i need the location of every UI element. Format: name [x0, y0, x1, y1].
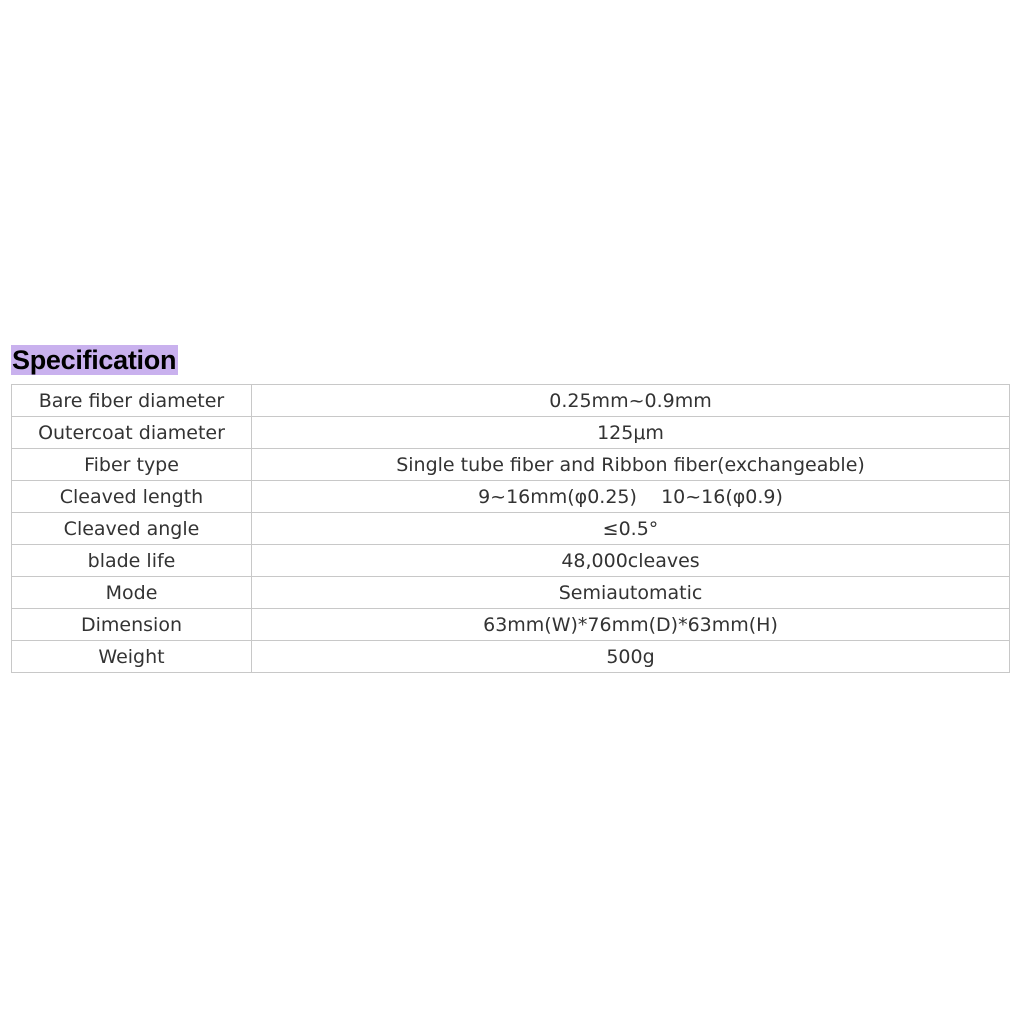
spec-label: Mode	[12, 577, 252, 609]
spec-value: 48,000cleaves	[252, 545, 1010, 577]
section-title: Specification	[12, 345, 177, 375]
spec-value: ≤0.5°	[252, 513, 1010, 545]
spec-label: Dimension	[12, 609, 252, 641]
table-row	[12, 481, 1010, 513]
table-row	[12, 609, 1010, 641]
spec-table	[11, 384, 1010, 673]
spec-label: Weight	[12, 641, 252, 673]
table-row	[12, 513, 1010, 545]
spec-label: Fiber type	[12, 449, 252, 481]
spec-value: 125μm	[252, 417, 1010, 449]
spec-label: Cleaved angle	[12, 513, 252, 545]
table-row	[12, 417, 1010, 449]
spec-value: 500g	[252, 641, 1010, 673]
spec-value: 63mm(W)*76mm(D)*63mm(H)	[252, 609, 1010, 641]
spec-label: Outercoat diameter	[12, 417, 252, 449]
table-row	[12, 577, 1010, 609]
spec-label: Bare fiber diameter	[12, 385, 252, 417]
table-row	[12, 449, 1010, 481]
spec-label: blade life	[12, 545, 252, 577]
spec-value: 0.25mm~0.9mm	[252, 385, 1010, 417]
spec-label: Cleaved length	[12, 481, 252, 513]
table-row	[12, 385, 1010, 417]
table-row	[12, 641, 1010, 673]
table-row	[12, 545, 1010, 577]
spec-value: Semiautomatic	[252, 577, 1010, 609]
spec-value: 9~16mm(φ0.25) 10~16(φ0.9)	[252, 481, 1010, 513]
spec-value: Single tube fiber and Ribbon fiber(exchangeable)	[252, 449, 1010, 481]
